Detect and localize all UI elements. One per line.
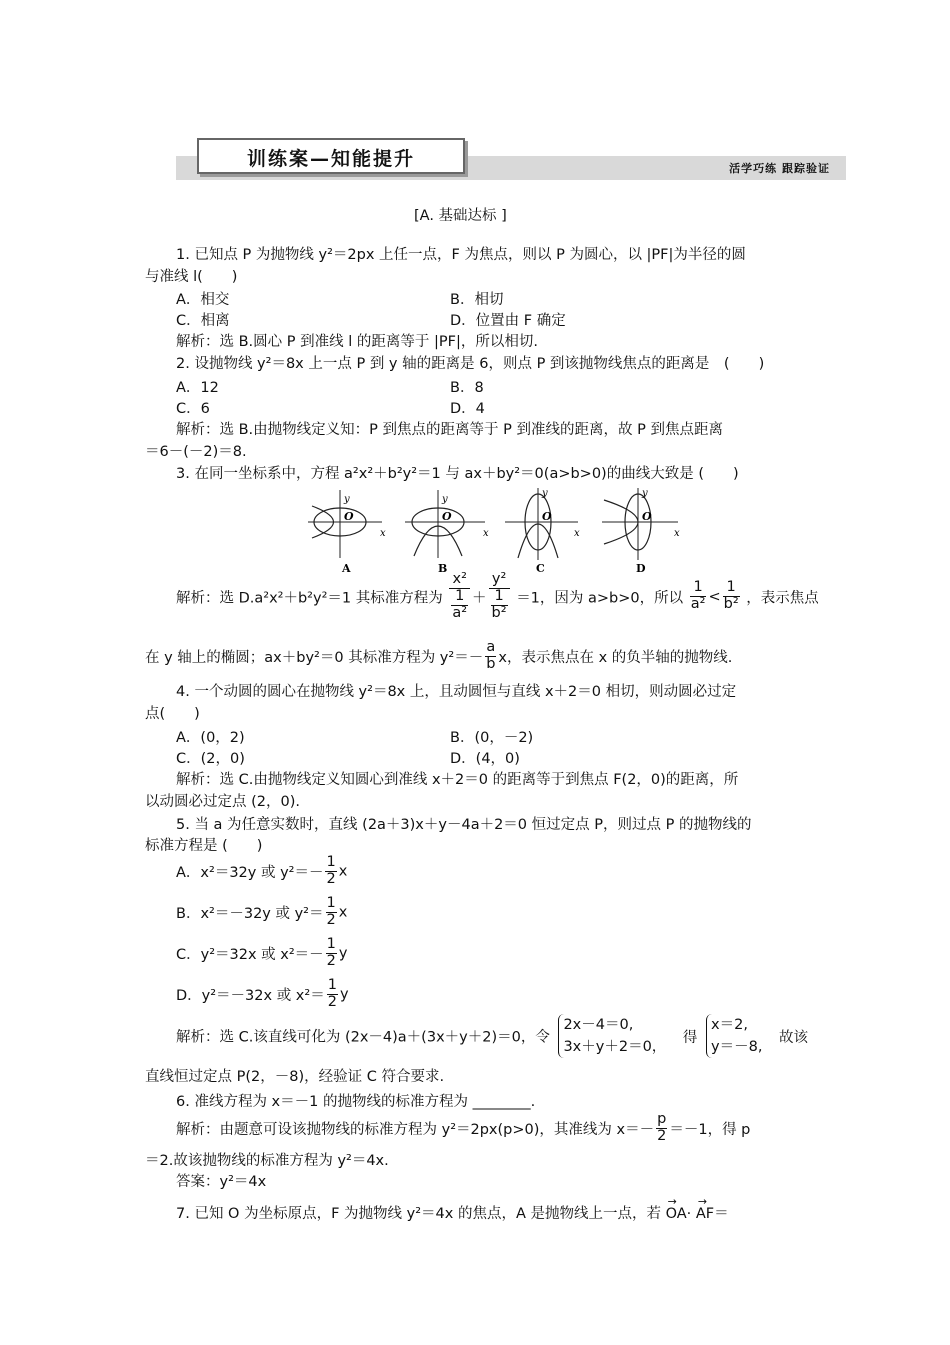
equation-system-1 bbox=[558, 1014, 666, 1058]
figure-c bbox=[505, 488, 580, 574]
banner-subtitle: 活学巧练 跟踪验证 bbox=[729, 162, 830, 175]
frac-num: y² bbox=[489, 572, 510, 589]
q4-analysis-2: 以动圆必过定点 (2，0). bbox=[145, 794, 300, 810]
frac-p-over-2 bbox=[656, 1112, 667, 1145]
q7-line1 bbox=[176, 1202, 729, 1223]
q4-line1: 4. 一个动圆的圆心在抛物线 y²＝8x 上，且动圆恒与直线 x＋2＝0 相切，则动圆必过定 bbox=[176, 684, 737, 700]
q2-analysis-1: 解析：选 B.由抛物线定义知：P 到焦点的距离等于 P 到准线的距离，故 P 到焦点距离 bbox=[176, 422, 723, 438]
q6-line1: 6. 准线方程为 x＝－1 的抛物线的标准方程为 ________. bbox=[176, 1094, 536, 1110]
q3-analysis-1-post: ，表示焦点 bbox=[746, 590, 819, 607]
q4-option-b: B．(0，－2) bbox=[450, 730, 534, 746]
q4-line2: 点( ) bbox=[145, 706, 200, 722]
q2-line1: 2. 设抛物线 y²＝8x 上一点 P 到 y 轴的距离是 6，则点 P 到该抛物线焦点的距离是 ( ) bbox=[176, 356, 765, 372]
fig-b-y-label: y bbox=[442, 494, 448, 505]
frac-den: 2 bbox=[327, 993, 337, 1010]
frac-num: 1 bbox=[326, 936, 336, 952]
q1-option-d: D．位置由 F 确定 bbox=[450, 313, 566, 329]
frac-1-over-2 bbox=[326, 896, 337, 929]
figure-d bbox=[602, 488, 680, 574]
dot-operator: · bbox=[686, 1206, 692, 1222]
q6-answer: 答案：y²＝4x bbox=[176, 1174, 267, 1190]
q5-analysis-1-pre: 解析：选 C.该直线可化为 (2x－4)a＋(3x＋y＋2)＝0，令 bbox=[176, 1029, 550, 1046]
q5-analysis-1-post: 故该 bbox=[779, 1029, 809, 1046]
frac-1-over-2 bbox=[327, 978, 338, 1011]
banner-box bbox=[197, 138, 465, 174]
fig-b-x-label: x bbox=[483, 528, 489, 539]
fig-d-y-label: y bbox=[642, 488, 648, 499]
q2-analysis-2: ＝6－(－2)＝8. bbox=[145, 444, 247, 460]
q4-analysis-1: 解析：选 C.由抛物线定义知圆心到准线 x＋2＝0 的距离等于到焦点 F(2，0)的距离，所 bbox=[176, 772, 739, 788]
q2-option-b: B．8 bbox=[450, 380, 484, 396]
vector-oa: → OA bbox=[666, 1206, 687, 1222]
q3-line1: 3. 在同一坐标系中，方程 a²x²＋b²y²＝1 与 ax＋by²＝0(a>b>0)的曲线大致是 ( ) bbox=[176, 466, 739, 482]
section-heading: [A. 基础达标 ] bbox=[414, 208, 507, 224]
frac-den: b² bbox=[723, 596, 739, 613]
frac-num: 1 bbox=[690, 580, 707, 597]
frac-num: 1 bbox=[723, 580, 740, 597]
q6-analysis-1 bbox=[176, 1112, 750, 1145]
frac-den: 2 bbox=[326, 911, 336, 928]
frac-1-over-b2 bbox=[723, 580, 740, 613]
frac-den: 2 bbox=[657, 1127, 667, 1144]
q5-option-c-post: y bbox=[338, 945, 348, 962]
q1-line2: 与准线 l( ) bbox=[145, 269, 238, 285]
frac-x2-over-1a2 bbox=[449, 572, 470, 622]
inner-frac bbox=[450, 589, 469, 622]
less-than: < bbox=[708, 588, 721, 605]
frac-den: b bbox=[486, 655, 496, 672]
q5-analysis-1 bbox=[176, 1014, 808, 1058]
frac-num: 1 bbox=[327, 977, 337, 993]
frac-1-over-a2 bbox=[690, 580, 707, 613]
q5-line2: 标准方程是 ( ) bbox=[145, 838, 263, 854]
inner-den: a² bbox=[452, 604, 468, 621]
figure-b bbox=[405, 490, 489, 574]
system-2-row-2: y＝－8, bbox=[711, 1039, 763, 1055]
q2-option-a: A．12 bbox=[176, 380, 219, 396]
q5-option-c-text: C．y²＝32x 或 x²＝－ bbox=[176, 946, 324, 963]
fig-a-origin: O bbox=[344, 510, 354, 523]
q7-line1-pre: 7. 已知 O 为坐标原点，F 为抛物线 y²＝4x 的焦点，A 是抛物线上一点，若 bbox=[176, 1206, 661, 1222]
q1-option-a: A．相交 bbox=[176, 292, 230, 308]
q5-option-d-post: y bbox=[339, 986, 349, 1003]
q5-option-b-post: x bbox=[338, 904, 348, 921]
q5-option-d-text: D．y²＝－32x 或 x²＝ bbox=[176, 987, 325, 1004]
frac-den: a² bbox=[690, 596, 706, 613]
frac-den: 2 bbox=[326, 870, 336, 887]
q6-analysis-2: ＝2.故该抛物线的标准方程为 y²＝4x. bbox=[145, 1153, 389, 1169]
frac-num: a bbox=[486, 639, 496, 655]
q3-analysis-1: 解析：选 D.a²x²＋b²y²＝1 其标准方程为 x² 1 a² ＋ y² 1 b² ＝1，因为 a>b>0，所以 $\frac{1}{\text{a²}}$ < $\frac{1}{\text{b²}}$ ，表示焦点 bbox=[176, 571, 819, 621]
fig-b-origin: O bbox=[442, 510, 452, 523]
frac-y2-over-1b2 bbox=[489, 572, 510, 622]
frac-num: 1 bbox=[326, 854, 336, 870]
q5-analysis-2: 直线恒过定点 P(2，－8)，经验证 C 符合要求. bbox=[145, 1069, 445, 1085]
inner-frac bbox=[490, 589, 509, 622]
vector-af: → AF bbox=[696, 1206, 714, 1222]
frac-1-over-2 bbox=[325, 855, 336, 888]
fig-d-x-label: x bbox=[674, 528, 680, 539]
q4-option-c: C．(2，0) bbox=[176, 751, 245, 767]
q5-option-b bbox=[176, 896, 347, 929]
frac-den bbox=[449, 589, 470, 622]
q3-analysis-2-post: x，表示焦点在 x 的负半轴的抛物线. bbox=[498, 649, 733, 666]
q2-option-c: C．6 bbox=[176, 401, 210, 417]
q4-option-d: D．(4，0) bbox=[450, 751, 520, 767]
banner-title: 训练案—知能提升 bbox=[246, 148, 415, 170]
q5-option-b-text: B．x²＝－32y 或 y²＝ bbox=[176, 905, 324, 922]
fig-c-origin: O bbox=[542, 510, 552, 523]
q4-option-a: A．(0，2) bbox=[176, 730, 245, 746]
frac-num: p bbox=[657, 1111, 667, 1127]
fig-b-label: B bbox=[438, 562, 448, 574]
frac-den bbox=[489, 589, 510, 622]
figure-a bbox=[308, 490, 386, 574]
frac-1-over-2 bbox=[326, 937, 337, 970]
q1-option-c: C．相离 bbox=[176, 313, 230, 329]
inner-num: 1 bbox=[451, 589, 468, 606]
fig-c-y-label: y bbox=[542, 488, 548, 499]
frac-num: x² bbox=[449, 572, 470, 589]
inner-num: 1 bbox=[491, 589, 508, 606]
q5-option-a-post: x bbox=[338, 863, 348, 880]
q1-line1: 1. 已知点 P 为抛物线 y²＝2px 上任一点，F 为焦点，则以 P 为圆心，以 |PF|为半径的圆 bbox=[176, 247, 746, 263]
q7-line1-post: ＝ bbox=[714, 1206, 729, 1222]
q1-analysis: 解析：选 B.圆心 P 到准线 l 的距离等于 |PF|，所以相切. bbox=[176, 334, 538, 350]
q5-option-a bbox=[176, 855, 347, 888]
fig-a-y-label: y bbox=[344, 494, 350, 505]
q3-analysis-1-mid: ＝1，因为 a>b>0，所以 bbox=[516, 590, 684, 607]
q6-analysis-1-pre: 解析：由题意可设该抛物线的标准方程为 y²＝2px(p>0)，其准线为 x＝－ bbox=[176, 1121, 655, 1138]
fig-a-x-label: x bbox=[380, 528, 386, 539]
system-1-row-1: 2x－4＝0, bbox=[563, 1017, 634, 1033]
q5-option-c bbox=[176, 937, 348, 970]
q6-analysis-1-post: ＝－1，得 p bbox=[669, 1121, 751, 1138]
q5-option-d bbox=[176, 978, 349, 1011]
q3-analysis-1-pre: 解析：选 D.a²x²＋b²y²＝1 其标准方程为 bbox=[176, 590, 443, 607]
fig-d-label: D bbox=[636, 562, 646, 574]
q5-option-a-text: A．x²＝32y 或 y²＝－ bbox=[176, 864, 324, 881]
q2-option-d: D．4 bbox=[450, 401, 485, 417]
frac-a-over-b bbox=[485, 640, 496, 673]
frac-num: 1 bbox=[326, 895, 336, 911]
system-2-row-1: x＝2, bbox=[711, 1017, 748, 1033]
system-1-row-2: 3x＋y＋2＝0， bbox=[563, 1039, 667, 1055]
q3-figures bbox=[300, 484, 690, 574]
q5-analysis-1-mid: 得 bbox=[682, 1029, 698, 1046]
fig-c-x-label: x bbox=[574, 528, 580, 539]
q5-line1: 5. 当 a 为任意实数时，直线 (2a＋3)x＋y－4a＋2＝0 恒过定点 P，则过点 P 的抛物线的 bbox=[176, 817, 752, 833]
fig-a-label: A bbox=[342, 562, 351, 574]
frac-den: 2 bbox=[326, 952, 336, 969]
inner-den: b² bbox=[491, 604, 507, 621]
fig-c-label: C bbox=[536, 562, 545, 574]
fig-d-origin: O bbox=[642, 510, 652, 523]
equation-system-2 bbox=[706, 1014, 762, 1058]
q3-analysis-2 bbox=[145, 640, 732, 673]
q3-analysis-2-pre: 在 y 轴上的椭圆；ax＋by²＝0 其标准方程为 y²＝－ bbox=[145, 649, 484, 666]
q1-option-b: B．相切 bbox=[450, 292, 504, 308]
